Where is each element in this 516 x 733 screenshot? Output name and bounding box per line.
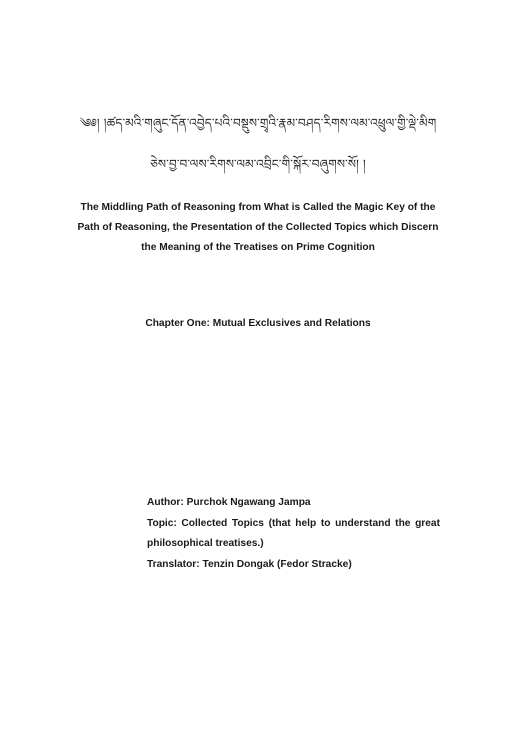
topic-line-continued: philosophical treatises.) (147, 538, 264, 549)
tibetan-title-line-1: ༄༅། །ཚད་མའི་གཞུང་དོན་འབྱེད་པའི་བསྡུས་གྲྭའི་རྣམ་བཤད་རིགས་ལམ་འཕྲུལ་གྱི་ལྡེ་མིག (79, 116, 437, 130)
credits-block (147, 493, 440, 575)
chapter-heading: Chapter One: Mutual Exclusives and Relations (145, 318, 371, 329)
english-title: The Middling Path of Reasoning from What is Called the Magic Key of the Path of Reasoning, the Presentation of the Collected Topics which Discern the Meaning of the Treatises on Prime Cognition (77, 202, 439, 253)
translator-line: Translator: Tenzin Dongak (Fedor Stracke) (147, 558, 352, 570)
topic-line: Topic: Collected Topics (that help to understand the great (147, 517, 440, 529)
author-line: Author: Purchok Ngawang Jampa (147, 497, 311, 508)
tibetan-title-line-2: ཅེས་བྱ་བ་ལས་རིགས་ལམ་འབྲིང་གི་སྐོར་བཞུགས་སོ། ། (150, 157, 366, 171)
